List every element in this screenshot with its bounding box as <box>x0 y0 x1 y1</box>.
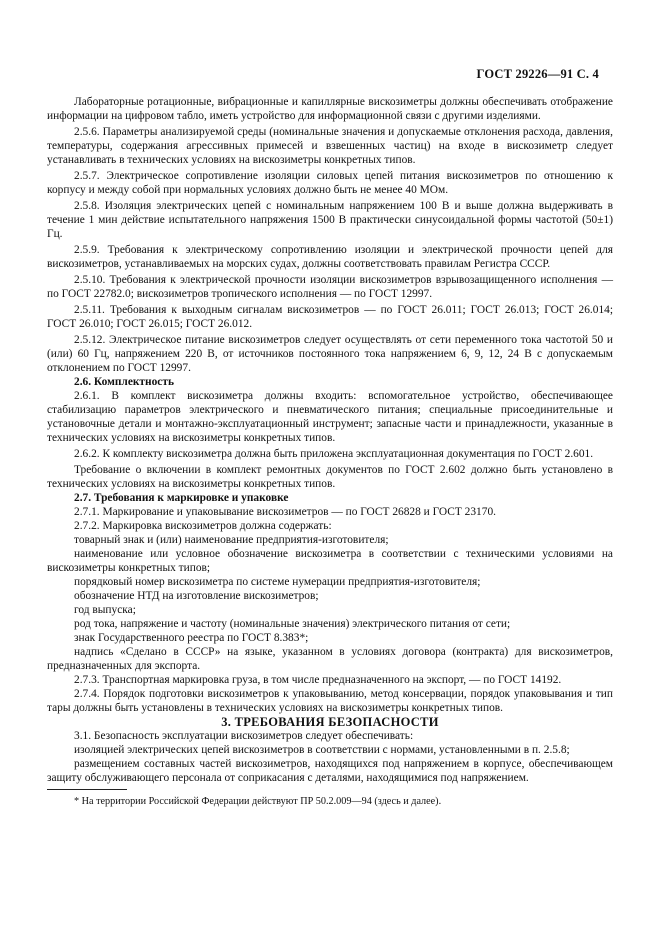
list-item: изоляцией электрических цепей вискозиметров в соответствии с нормами, установленными в п. 2.5.8; <box>74 744 570 756</box>
paragraph-2-5-8: 2.5.8. Изоляция электрических цепей с номинальным напряжением 100 В и выше должна выдерживать в течение 1 мин действие испытательного напряжения 1500 В практически синусоидальной формы частотой (50±1) Гц. <box>47 200 613 240</box>
list-item: надпись «Сделано в СССР» на языке, указанном в условиях договора (контракта) для вискозиметров, предназначенных для экспорта. <box>47 646 613 672</box>
list-item: наименование или условное обозначение вискозиметра в соответствии с техническими условиями на вискозиметры конкретных типов; <box>47 548 613 574</box>
paragraph-2-6-2: 2.6.2. К комплекту вискозиметра должна быть приложена эксплуатационная документация по ГОСТ 2.601. <box>74 448 594 460</box>
list-item: размещением составных частей вискозиметров, находящихся под напряжением в корпусе, обеспечивающем защиту обслуживающего персонала от соприкасания с деталями, находящимися под напряжением. <box>47 758 613 784</box>
paragraph-2-5-6: 2.5.6. Параметры анализируемой среды (номинальные значения и допускаемые отклонения расхода, давления, температуры, содержания агрессивных примесей и взвешенных частиц) на входе в вискозиметр следует устанавливать в технических условиях на вискозиметры конкретных типов. <box>47 126 613 166</box>
list-item: товарный знак и (или) наименование предприятия-изготовителя; <box>74 534 389 546</box>
footnote: * На территории Российской Федерации действуют ПР 50.2.009—94 (здесь и далее). <box>74 796 442 807</box>
subsection-heading-2-6: 2.6. Комплектность <box>74 376 174 388</box>
footnote-divider <box>47 789 127 790</box>
list-item: род тока, напряжение и частоту (номинальные значения) электрического питания от сети; <box>74 618 511 630</box>
paragraph-2-6-1: 2.6.1. В комплект вискозиметра должны входить: вспомогательное устройство, обеспечивающее стабилизацию параметров электрического и пневматического питания; специальные присоединительные и установочные детали и монтажно-эксплуатационный инструмент; запасные части и принадлежности, указанные в технических условиях на вискозиметры конкретных типов. <box>47 390 613 444</box>
list-item: порядковый номер вискозиметра по системе нумерации предприятия-изготовителя; <box>74 576 481 588</box>
paragraph: Требование о включении в комплект ремонтных документов по ГОСТ 2.602 должно быть установлено в технических условиях на вискозиметры конкретных типов. <box>47 464 613 490</box>
paragraph-3-1: 3.1. Безопасность эксплуатации вискозиметров следует обеспечивать: <box>74 730 414 742</box>
list-item: обозначение НТД на изготовление вискозиметров; <box>74 590 319 602</box>
section-title: 3. ТРЕБОВАНИЯ БЕЗОПАСНОСТИ <box>221 715 439 729</box>
list-item: знак Государственного реестра по ГОСТ 8.383*; <box>74 632 309 644</box>
subsection-heading-2-7: 2.7. Требования к маркировке и упаковке <box>74 492 289 504</box>
running-header: ГОСТ 29226—91 С. 4 <box>476 67 599 81</box>
paragraph-2-7-2: 2.7.2. Маркировка вискозиметров должна содержать: <box>74 520 332 532</box>
paragraph-2-7-4: 2.7.4. Порядок подготовки вискозиметров к упаковыванию, метод консервации, порядок упаковывания и тип тары должны быть установлены в технических условиях на вискозиметры конкретных типов. <box>47 688 613 714</box>
paragraph-2-7-1: 2.7.1. Маркирование и упаковывание вискозиметров — по ГОСТ 26828 и ГОСТ 23170. <box>74 506 496 518</box>
paragraph-2-5-9: 2.5.9. Требования к электрическому сопротивлению изоляции и электрической прочности цепей для вискозиметров, устанавливаемых на морских судах, должны соответствовать правилам Регистра СССР. <box>47 244 613 270</box>
document-body <box>47 95 613 808</box>
paragraph-2-7-3: 2.7.3. Транспортная маркировка груза, в том числе предназначенного на экспорт, — по ГОСТ 14192. <box>74 674 562 686</box>
paragraph-2-5-7: 2.5.7. Электрическое сопротивление изоляции силовых цепей питания вискозиметров по отношению к корпусу и между собой при нормальных условиях должно быть не менее 40 МОм. <box>47 170 613 196</box>
paragraph-2-5-11: 2.5.11. Требования к выходным сигналам вискозиметров — по ГОСТ 26.011; ГОСТ 26.013; ГОСТ 26.014; ГОСТ 26.010; ГОСТ 26.015; ГОСТ 26.012. <box>47 304 613 330</box>
paragraph-2-5-10: 2.5.10. Требования к электрической прочности изоляции вискозиметров взрывозащищенного исполнения — по ГОСТ 22782.0; вискозиметров тропического исполнения — по ГОСТ 12997. <box>47 274 613 300</box>
paragraph-2-5-12: 2.5.12. Электрическое питание вискозиметров следует осуществлять от сети переменного тока частотой 50 и (или) 60 Гц, напряжением 220 В, от источников постоянного тока напряжением 6, 9, 12, 24 В с допускаемым отклонением по ГОСТ 12997. <box>47 334 613 374</box>
paragraph: Лабораторные ротационные, вибрационные и капиллярные вискозиметры должны обеспечивать отображение информации на цифровом табло, иметь устройство для информационной связи с другими изделиями. <box>47 96 613 122</box>
list-item: год выпуска; <box>74 604 136 616</box>
